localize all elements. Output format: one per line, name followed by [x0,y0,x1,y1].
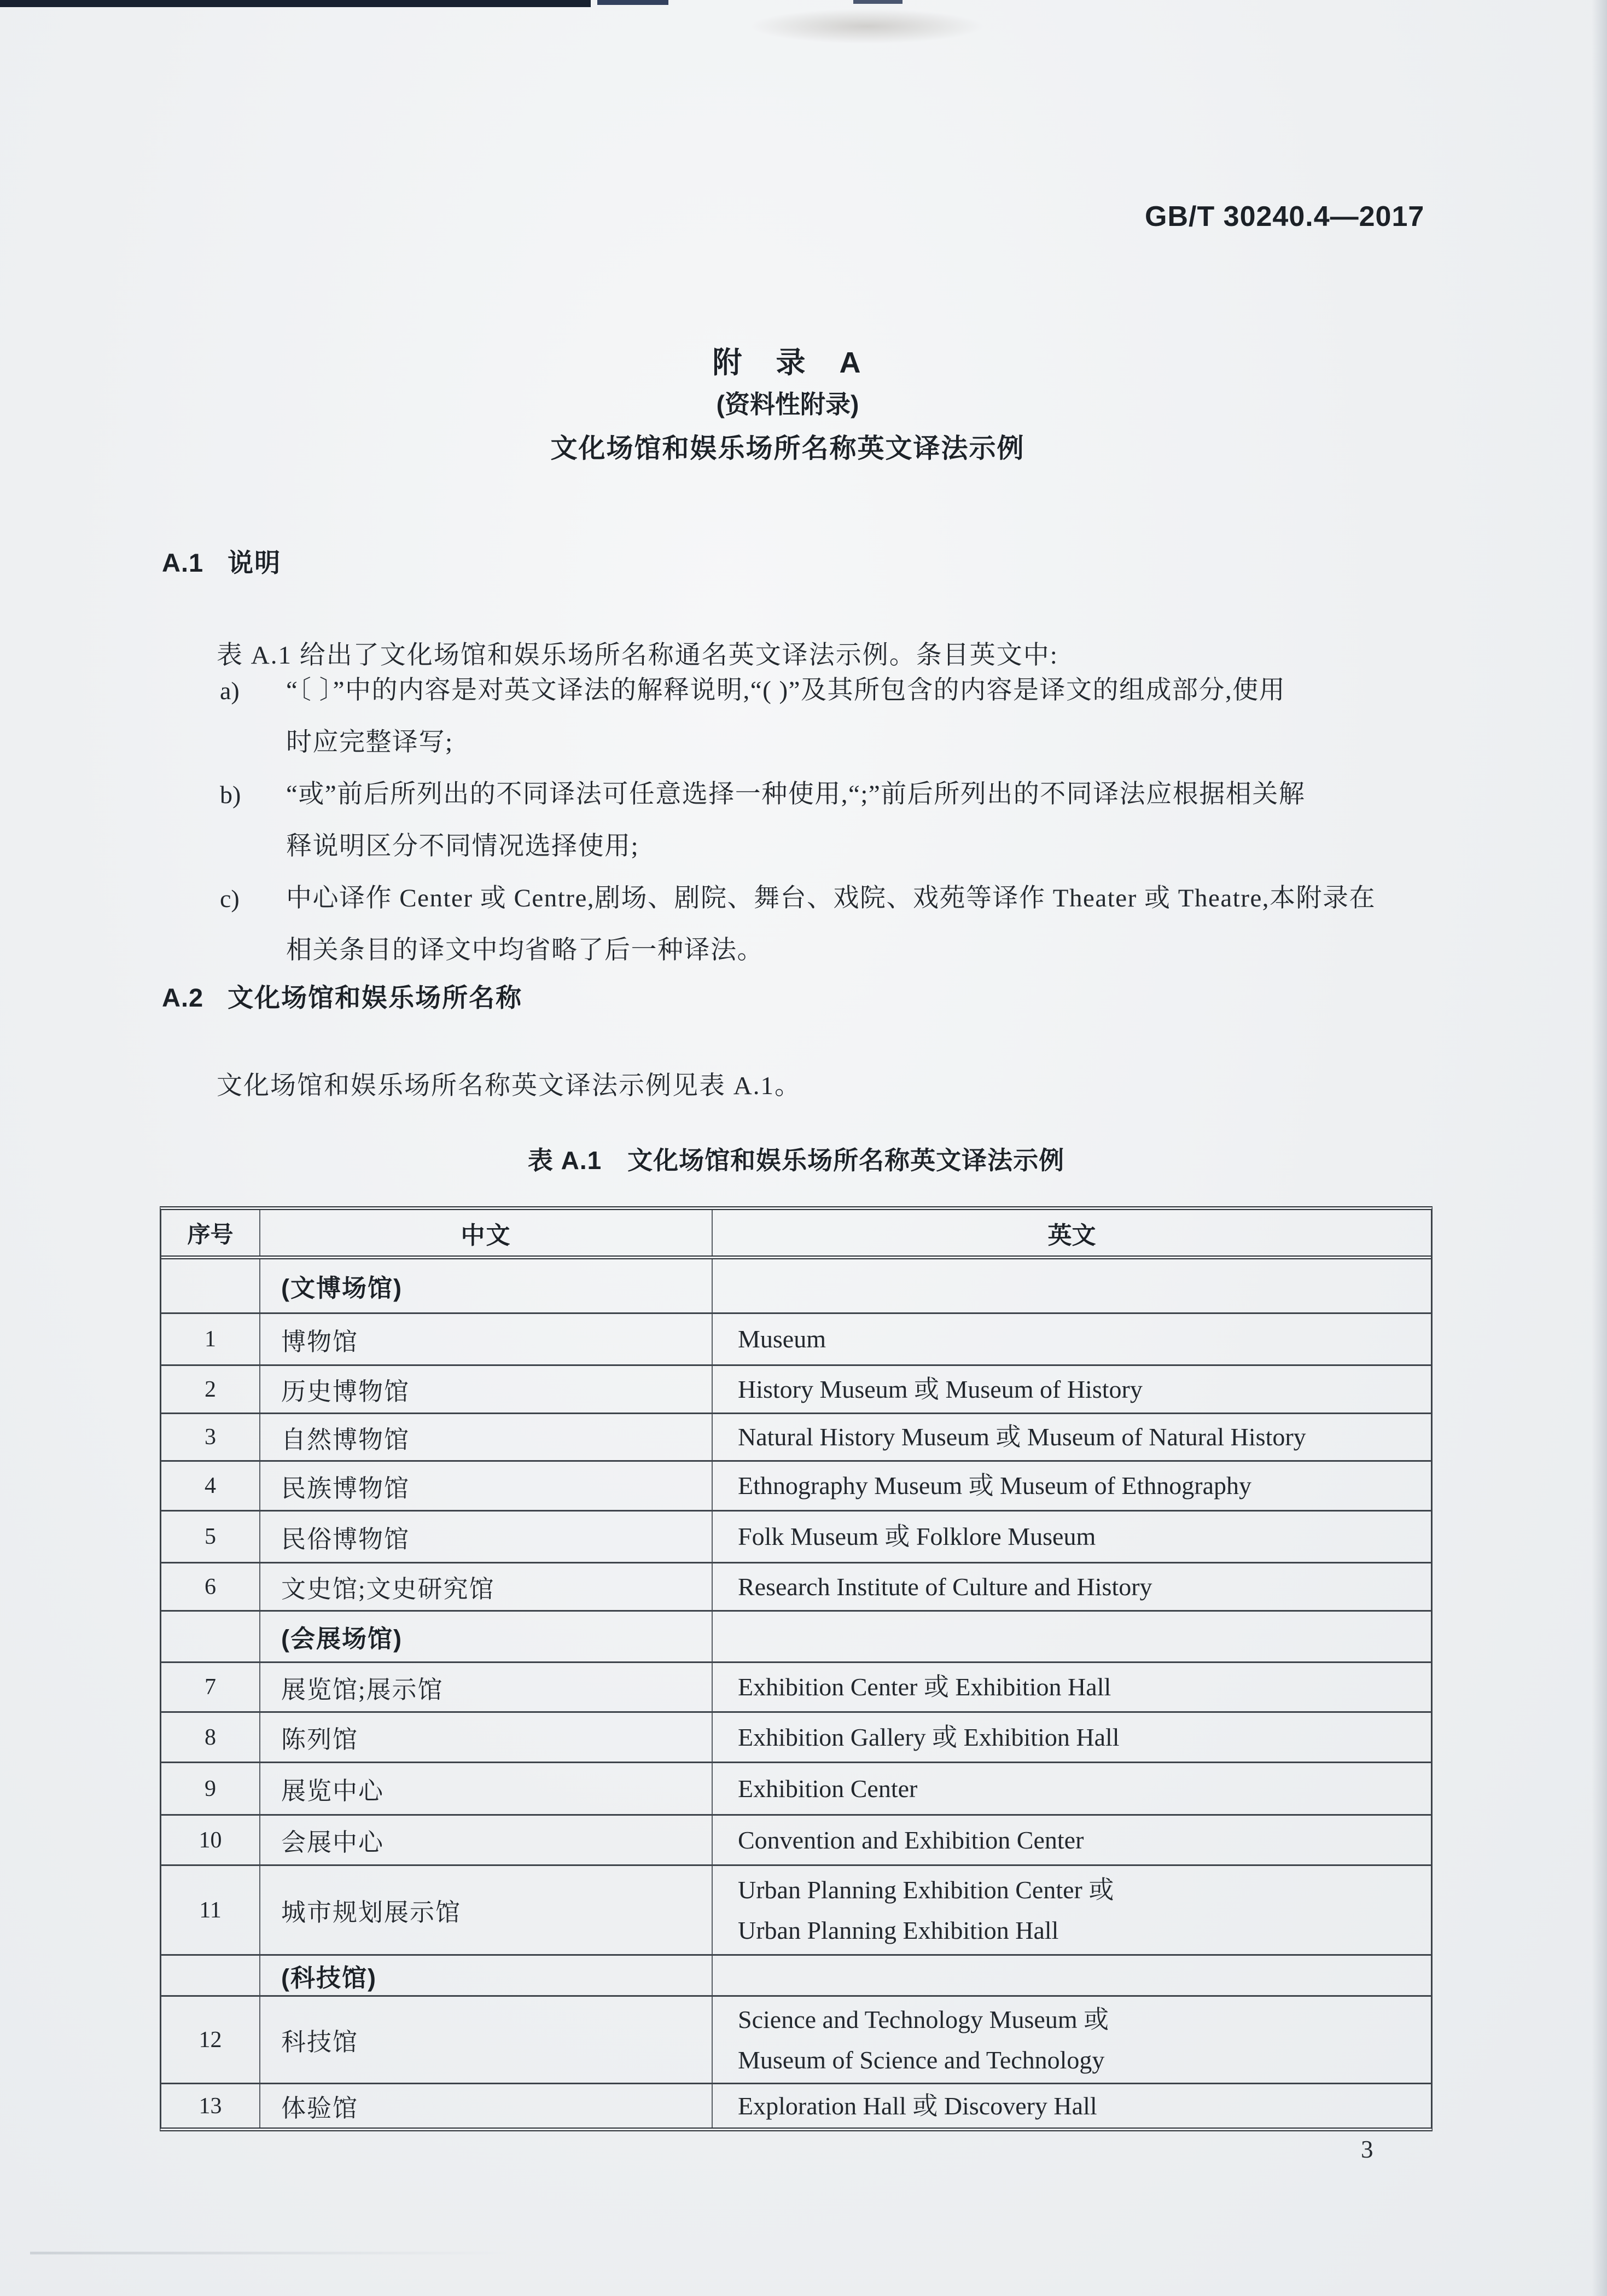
cell-english-translation [713,1462,1431,1510]
cell-chinese-name: 展览中心 [260,1763,713,1814]
cell-serial-number [161,1259,260,1312]
english-translation-line: Museum [738,1325,826,1353]
a1-item-c [0,873,1499,976]
cell-serial-number: 12 [161,1997,260,2083]
column-header-2: 中文 [260,1210,713,1255]
table-row [161,1462,1431,1512]
appendix-title: 文化场馆和娱乐场所名称英文译法示例 [550,434,1025,463]
cell-english-translation [713,1763,1431,1814]
cell-english-translation [713,1997,1431,2083]
section-a1-heading [162,543,281,579]
table-row [161,1997,1431,2084]
cell-english-translation [713,1663,1431,1711]
cell-serial-number: 4 [161,1462,260,1510]
section-a1-number: A.1 [162,548,204,577]
a1-item-line: “或”前后所列出的不同译法可任意选择一种使用,“;”前后所列出的不同译法应根据相关解 [286,780,1306,809]
cell-english-translation [713,1816,1431,1864]
section-a2-number: A.2 [162,983,204,1012]
table-row [161,1763,1431,1816]
a1-item-marker: c) [220,885,240,912]
a1-item-marker: b) [220,781,241,809]
section-a2-title: 文化场馆和娱乐场所名称 [228,983,523,1012]
cell-english-translation [713,1866,1431,1954]
cell-english-translation [713,1414,1431,1460]
table-category-row [161,1259,1431,1314]
a1-item-line: 中心译作 Center 或 Centre,剧场、剧院、舞台、戏院、戏苑等译作 Theater 或 Theatre,本附录在 [286,884,1376,912]
english-translation-line: Museum of Science and Technology [738,2045,1105,2074]
column-header-1: 序号 [161,1210,260,1255]
cell-serial-number: 7 [161,1663,260,1711]
cell-chinese-name: 会展中心 [260,1816,713,1864]
table-row [161,1713,1431,1763]
cell-chinese-name: 体验馆 [260,2084,713,2128]
cell-serial-number: 6 [161,1563,260,1610]
english-translation-line: Urban Planning Exhibition Center 或 [738,1875,1114,1904]
cell-english-translation [713,2084,1431,2128]
translation-table [160,1206,1433,2131]
cell-chinese-name: 科技馆 [260,1997,713,2083]
cell-serial-number [161,1956,260,1995]
column-header-3: 英文 [1047,1222,1096,1249]
a1-item-line: 相关条目的译文中均省略了后一种译法。 [286,936,764,964]
section-a2-heading [162,978,522,1014]
cell-serial-number: 13 [161,2084,260,2128]
table-row [161,2084,1431,2128]
table-row [161,1512,1431,1563]
english-translation-line: Exhibition Gallery 或 Exhibition Hall [738,1723,1120,1751]
a1-item-a [0,665,1499,769]
a1-item-line: 释说明区分不同情况选择使用; [286,832,639,861]
scan-smudge [749,9,985,44]
appendix-type: (资料性附录) [716,390,859,418]
table-row [161,1816,1431,1866]
cell-chinese-name: (会展场馆) [260,1612,713,1661]
cell-chinese-name: (科技馆) [260,1956,713,1995]
cell-english-translation [713,1259,1431,1312]
english-translation-line: History Museum 或 Museum of History [738,1375,1143,1403]
table-row [161,1314,1431,1366]
cell-english-translation [713,1366,1431,1413]
cell-serial-number: 5 [161,1512,260,1562]
section-a1-title: 说明 [228,548,282,577]
cell-chinese-name: 文史馆;文史研究馆 [260,1563,713,1610]
cell-chinese-name: 展览馆;展示馆 [260,1663,713,1711]
a1-item-marker: a) [220,677,240,705]
cell-serial-number: 1 [161,1314,260,1364]
table-row [161,1563,1431,1612]
a1-item-b [0,769,1499,873]
cell-english-translation [713,1512,1431,1562]
cell-serial-number: 11 [161,1866,260,1954]
cell-chinese-name: 历史博物馆 [260,1366,713,1413]
table-header-row [161,1210,1431,1259]
table-category-row [161,1956,1431,1997]
a1-item-line: 时应完整译写; [286,728,453,757]
table-category-row [161,1612,1431,1663]
english-translation-line: Convention and Exhibition Center [738,1826,1084,1854]
cell-serial-number: 10 [161,1816,260,1864]
english-translation-line: Exploration Hall 或 Discovery Hall [738,2091,1097,2120]
cell-serial-number: 9 [161,1763,260,1814]
scan-artifact-top-strip-3 [853,0,903,4]
english-translation-line: Research Institute of Culture and History [738,1572,1152,1601]
cell-english-translation [713,1956,1431,1995]
english-translation-line: Folk Museum 或 Folklore Museum [738,1522,1096,1550]
section-a2-body: 文化场馆和娱乐场所名称英文译法示例见表 A.1。 [217,1072,801,1100]
cell-chinese-name: 民族博物馆 [260,1462,713,1510]
cell-serial-number [161,1612,260,1661]
cell-chinese-name: (文博场馆) [260,1259,713,1312]
appendix-label: 附 录 A [712,346,863,379]
scan-artifact-top-strip-2 [597,0,668,5]
cell-chinese-name: 城市规划展示馆 [260,1866,713,1954]
english-translation-line: Ethnography Museum 或 Museum of Ethnography [738,1472,1252,1499]
cell-serial-number: 2 [161,1366,260,1413]
cell-english-translation [713,1314,1431,1364]
cell-serial-number: 3 [161,1414,260,1460]
table-row [161,1663,1431,1713]
scan-edge-shadow [1592,0,1607,2296]
cell-english-translation [713,1612,1431,1661]
english-translation-line: Exhibition Center [738,1774,918,1803]
table-caption: 表 A.1 文化场馆和娱乐场所名称英文译法示例 [527,1146,1065,1175]
table-row [161,1414,1431,1462]
cell-english-translation [713,1563,1431,1610]
table-row [161,1866,1431,1956]
cell-chinese-name: 自然博物馆 [260,1414,713,1460]
standard-number: GB/T 30240.4—2017 [1145,201,1425,232]
english-translation-line: Urban Planning Exhibition Hall [738,1916,1059,1944]
a1-item-line: “〔 〕”中的内容是对英文译法的解释说明,“( )”及其所包含的内容是译文的组成部分,使用 [286,676,1286,705]
cell-serial-number: 8 [161,1713,260,1762]
cell-chinese-name: 民俗博物馆 [260,1512,713,1562]
english-translation-line: Natural History Museum 或 Museum of Natural History [738,1423,1306,1451]
section-a1-intro: 表 A.1 给出了文化场馆和娱乐场所名称通名英文译法示例。条目英文中: [217,641,1058,670]
a1-items-list [0,665,1499,976]
cell-chinese-name: 博物馆 [260,1314,713,1364]
cell-english-translation [713,1713,1431,1762]
scan-streak [30,2252,511,2254]
cell-chinese-name: 陈列馆 [260,1713,713,1762]
page-number: 3 [1361,2136,1373,2163]
scan-artifact-top-strip [0,0,591,7]
english-translation-line: Exhibition Center 或 Exhibition Hall [738,1673,1111,1701]
table-row [161,1366,1431,1414]
english-translation-line: Science and Technology Museum 或 [738,2005,1109,2033]
